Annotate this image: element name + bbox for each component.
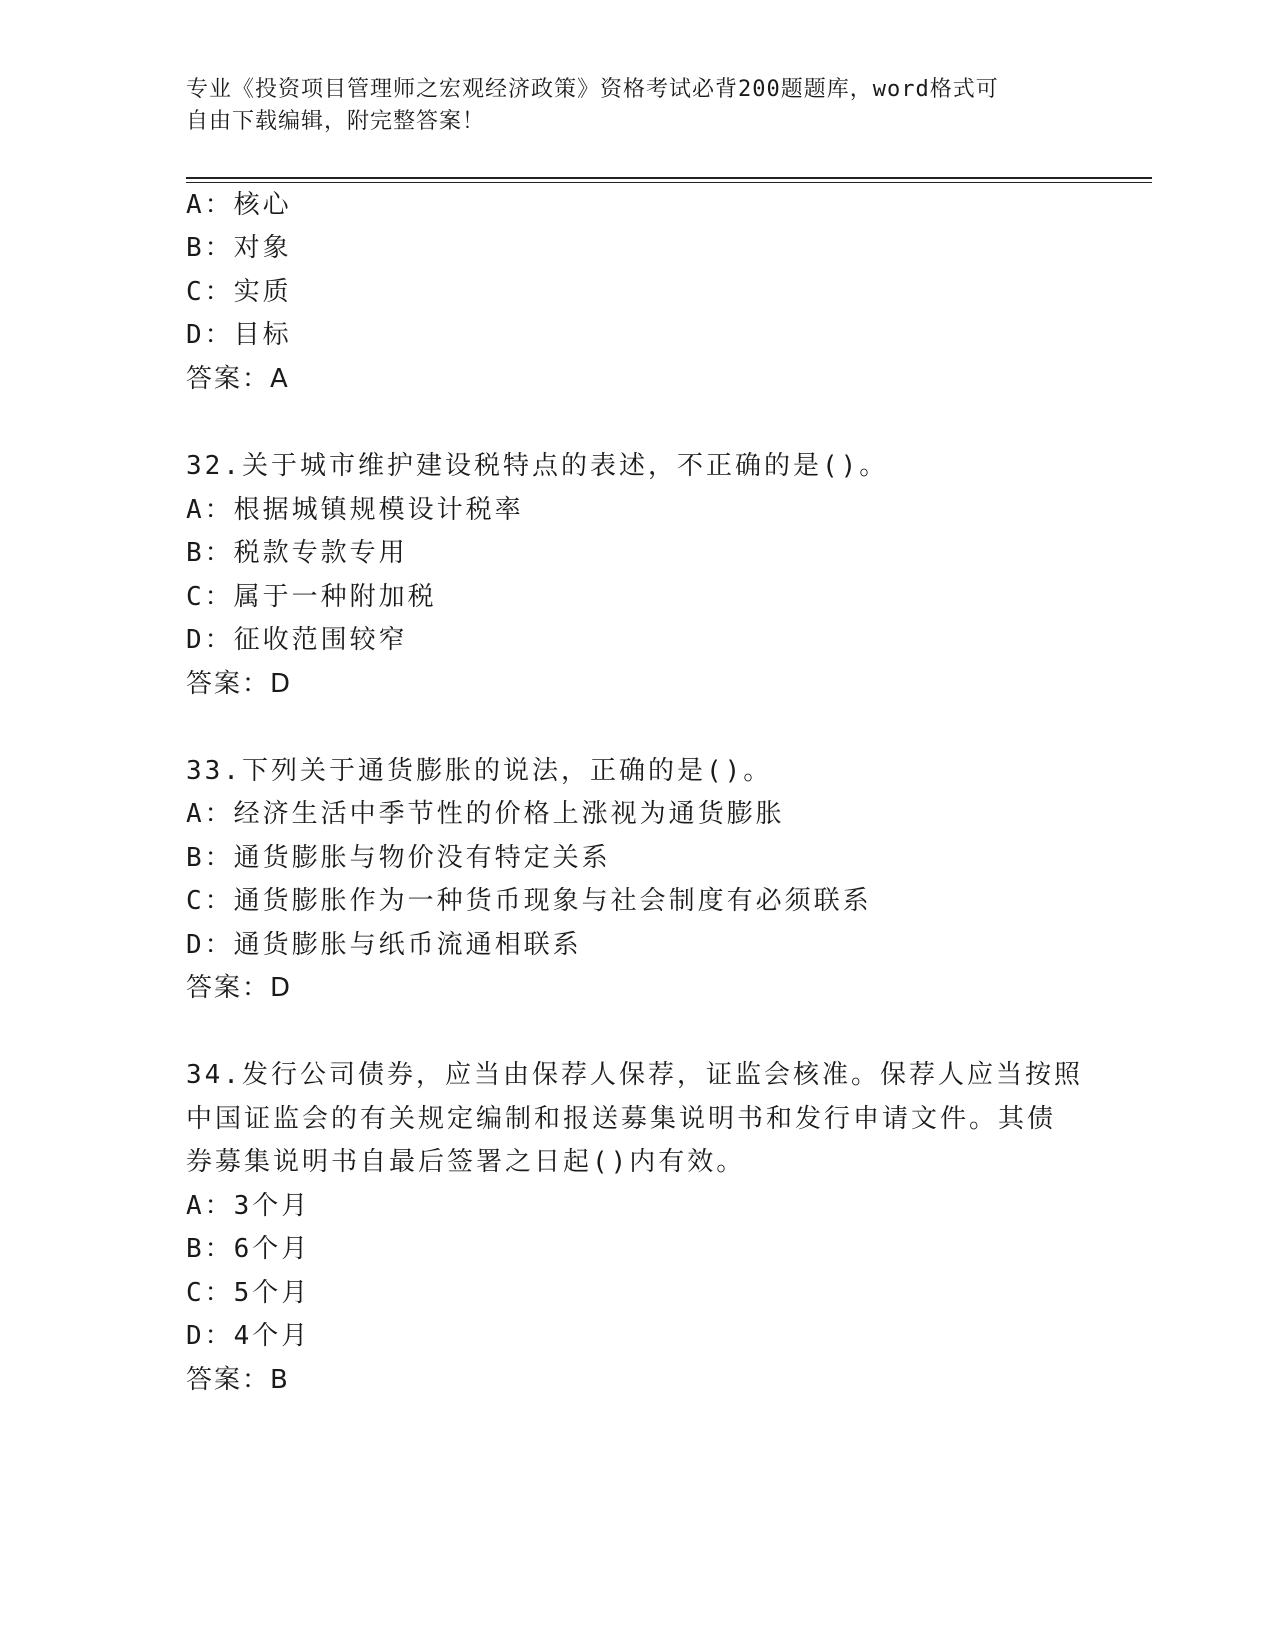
question-text: 33.下列关于通货膨胀的说法，正确的是()。 — [186, 756, 773, 786]
option-a: A：根据城镇规模设计税率 — [186, 495, 524, 525]
option-a: A：3个月 — [186, 1191, 311, 1221]
option-d: D：目标 — [186, 320, 292, 350]
option-b: B：通货膨胀与物价没有特定关系 — [186, 843, 611, 873]
answer-label: 答案：D — [186, 973, 293, 1003]
option-a: A：经济生活中季节性的价格上涨视为通货膨胀 — [186, 799, 785, 829]
option-d: D：4个月 — [186, 1321, 311, 1351]
option-b: B：对象 — [186, 233, 292, 263]
answer-label: 答案：B — [186, 1365, 290, 1395]
option-c: C：属于一种附加税 — [186, 582, 437, 612]
document-header — [186, 74, 1066, 138]
option-d: D：征收范围较窄 — [186, 625, 408, 655]
option-c: C：实质 — [186, 277, 292, 307]
question-text-line-1: 34.发行公司债券，应当由保荐人保荐，证监会核准。保荐人应当按照 — [186, 1060, 1083, 1090]
option-c: C：通货膨胀作为一种货币现象与社会制度有必须联系 — [186, 886, 872, 916]
header-line-2: 自由下载编辑，附完整答案！ — [186, 109, 486, 134]
question-text-line-3: 券募集说明书自最后签署之日起()内有效。 — [186, 1147, 746, 1177]
option-b: B：6个月 — [186, 1234, 311, 1264]
option-a: A：核心 — [186, 190, 292, 220]
header-divider-thick — [186, 177, 1152, 179]
option-b: B：税款专款专用 — [186, 538, 408, 568]
option-c: C：5个月 — [186, 1278, 311, 1308]
question-text-line-2: 中国证监会的有关规定编制和报送募集说明书和发行申请文件。其债 — [186, 1104, 1057, 1134]
answer-label: 答案：D — [186, 669, 293, 699]
option-d: D：通货膨胀与纸币流通相联系 — [186, 930, 582, 960]
header-line-1: 专业《投资项目管理师之宏观经济政策》资格考试必背200题题库，word格式可 — [186, 77, 999, 102]
question-text: 32.关于城市维护建设税特点的表述，不正确的是()。 — [186, 451, 889, 481]
answer-label: 答案：A — [186, 364, 290, 394]
header-divider-thin — [186, 182, 1152, 183]
